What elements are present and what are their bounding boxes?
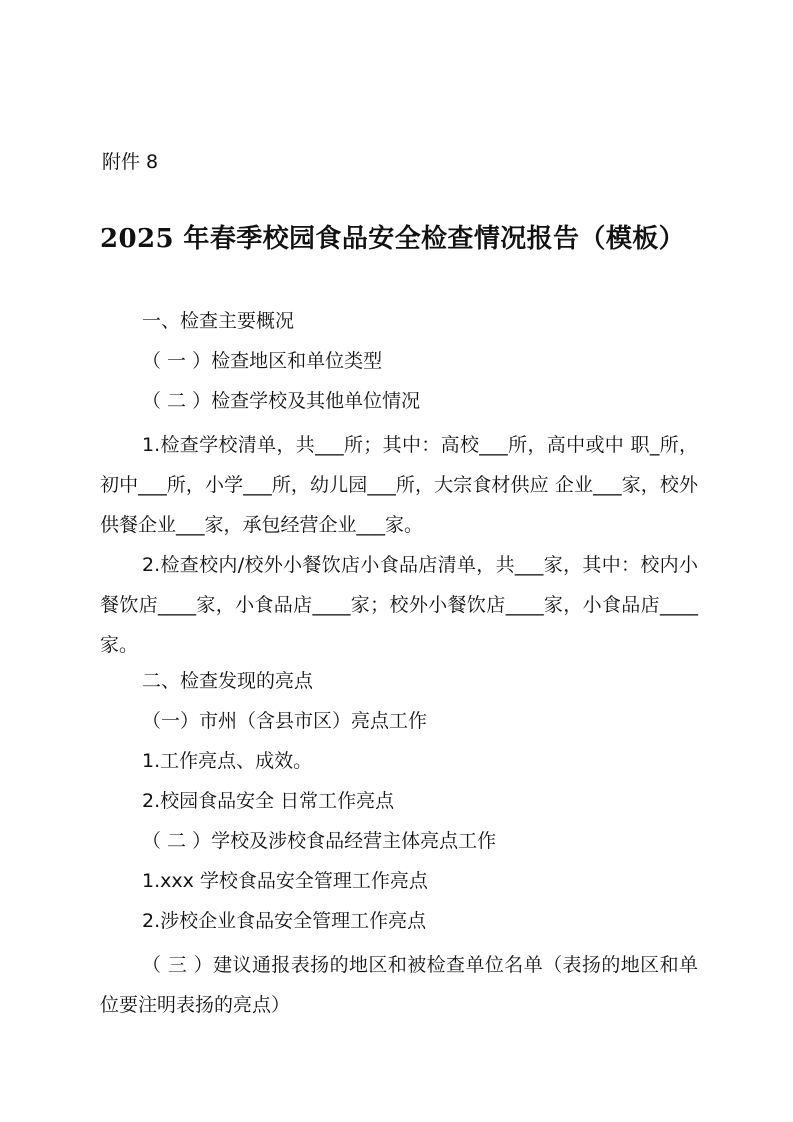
document-title: 2025 年春季校园食品安全检查情况报告（模板） [100,224,686,254]
item-school-management-highlights: 1.xxx 学校食品安全管理工作亮点 [142,870,428,892]
section-heading-overview: 一、检查主要概况 [142,310,295,332]
subsection-schools-units: （ 二 ）检查学校及其他单位情况 [142,390,421,412]
item-daily-work-highlights: 2.校园食品安全 日常工作亮点 [142,790,395,812]
subsection-region-type: （ 一 ）检查地区和单位类型 [142,350,383,372]
subsection-city-highlights: （一）市州（含县市区）亮点工作 [142,710,428,732]
section-heading-highlights: 二、检查发现的亮点 [142,670,314,692]
subsection-commendation-list: （ 三 ）建议通报表扬的地区和被检查单位名单（表扬的地区和单位要注明表扬的亮点） [100,954,698,1016]
item-enterprise-management-highlights: 2.涉校企业食品安全管理工作亮点 [142,910,427,932]
paragraph-school-list: 1.检查学校清单，共___所；其中：高校___所，高中或中 职_所，初中___所，小学___所，幼儿园___所，大宗食材供应 企业___家，校外供餐企业___家，承包经营企业___家。 [100,434,698,536]
item-work-highlights: 1.工作亮点、成效。 [142,750,313,772]
subsection-school-entity-highlights: （ 二 ）学校及涉校食品经营主体亮点工作 [142,830,497,852]
paragraph-shop-list: 2.检查校内/校外小餐饮店小食品店清单，共___家，其中：校内小餐饮店____家，小食品店____家；校外小餐饮店____家，小食品店____家。 [100,554,698,656]
attachment-label: 附件 8 [102,151,159,173]
